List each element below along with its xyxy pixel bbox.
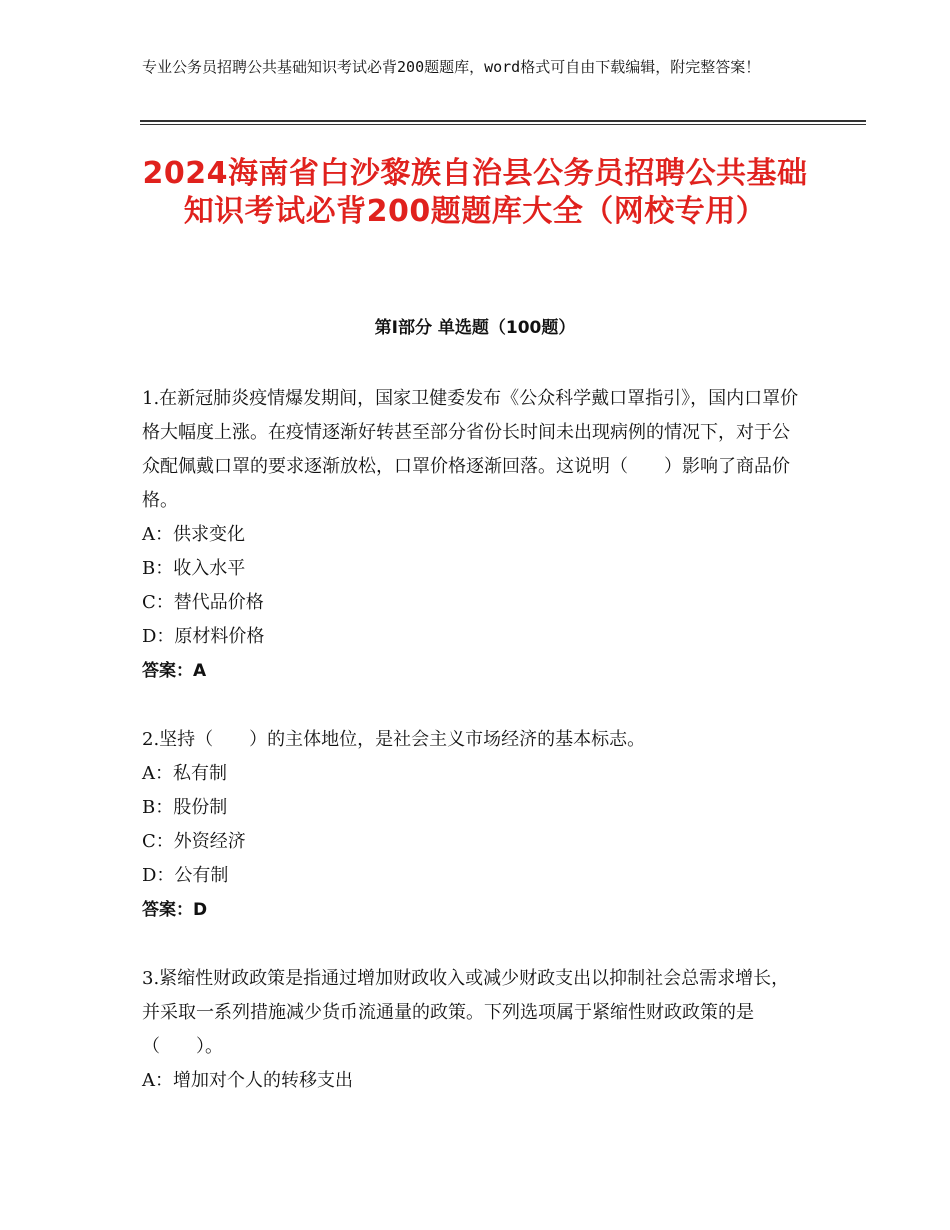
section-title: 第Ⅰ部分 单选题（100题） xyxy=(374,318,576,338)
option-a: A：增加对个人的转移支出 xyxy=(142,1070,353,1091)
answer: 答案：D xyxy=(142,900,208,920)
option-b: B：收入水平 xyxy=(142,558,246,579)
option-b: B：股份制 xyxy=(142,797,228,818)
option-a: A：供求变化 xyxy=(142,524,245,545)
question-2 xyxy=(142,723,802,927)
header-divider-thin xyxy=(140,124,866,125)
question-text: 1.在新冠肺炎疫情爆发期间，国家卫健委发布《公众科学戴口罩指引》，国内口罩价格大幅度上涨。在疫情逐渐好转甚至部分省份长时间未出现病例的情况下，对于公众配佩戴口罩的要求逐渐放松，口罩价格逐渐回落。这说明（ ）影响了商品价格。 xyxy=(142,388,799,511)
question-text: 2.坚持（ ）的主体地位，是社会主义市场经济的基本标志。 xyxy=(142,729,646,750)
question-1 xyxy=(142,382,802,688)
option-c: C：替代品价格 xyxy=(142,592,264,613)
option-a: A：私有制 xyxy=(142,763,227,784)
answer: 答案：A xyxy=(142,661,207,681)
header-divider-thick xyxy=(140,120,866,122)
option-d: D：原材料价格 xyxy=(142,626,265,647)
question-list xyxy=(142,382,802,1133)
option-c: C：外资经济 xyxy=(142,831,246,852)
question-text: 3.紧缩性财政政策是指通过增加财政收入或减少财政支出以抑制社会总需求增长，并采取一系列措施减少货币流通量的政策。下列选项属于紧缩性财政政策的是（ ）。 xyxy=(142,968,790,1057)
option-d: D：公有制 xyxy=(142,865,229,886)
document-title: 2024海南省白沙黎族自治县公务员招聘公共基础知识考试必背200题题库大全（网校专用） xyxy=(142,156,808,229)
header-note: 专业公务员招聘公共基础知识考试必背200题题库，word格式可自由下载编辑，附完整答案！ xyxy=(142,58,761,76)
question-3 xyxy=(142,962,802,1098)
